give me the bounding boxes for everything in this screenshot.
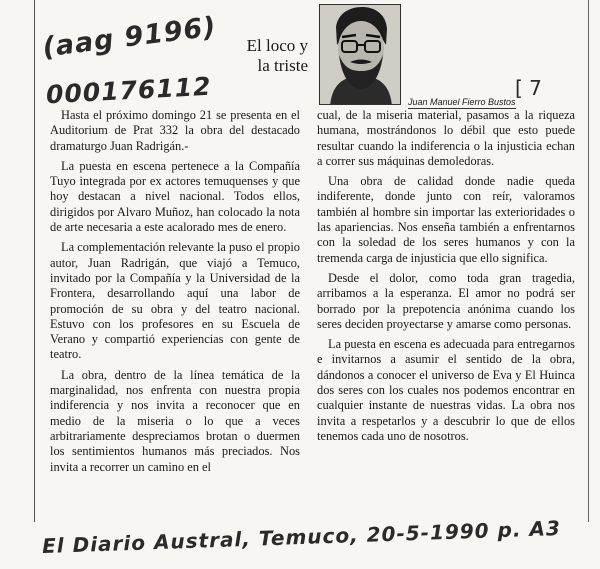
author-portrait <box>319 4 401 105</box>
paragraph: La puesta en escena es adecuada para entregarnos e invitarnos a asumir el sentido de la obra, dándonos a conocer el universo de Eva y El Huinca dos seres con los cuales nos podemos encontrar en cualquier instante de nuestras vidas. La obra nos invita a respetarlos y a descubrir lo que de ellos tenemos cada uno de nosotros. <box>317 337 575 443</box>
paragraph: Desde el dolor, como toda gran tragedia, arribamos a la esperanza. El amor no podrá ser borrado por la prepotencia anónima cuando los seres deciden proyectarse y amarse como personas. <box>317 270 575 331</box>
paragraph: La obra, dentro de la línea temática de la marginalidad, nos enfrenta con nuestra propia indiferencia y nos invita a reconocer que en medio de la miseria o lo que a veces arbitrariamente despreciamos brotan o duermen los sentimientos humanos más preciados. Nos invita a recorrer un camino en el <box>50 367 300 474</box>
paragraph: Una obra de calidad donde nadie queda indiferente, donde junto con reír, valoramos también al hombre sin importar las exterioridades o las apariencias. Nos enseña también a enfrentarnos con la soledad de los seres humanos y con la tremenda carga de injusticia que ello significa. <box>317 174 575 265</box>
author-byline: Juan Manuel Fierro Bustos <box>408 97 516 107</box>
article-column-left <box>50 108 300 480</box>
article-title-line2: la triste <box>257 56 308 75</box>
handwritten-record-number: 000176112 <box>45 71 213 110</box>
paragraph: La puesta en escena pertenece a la Compañía Tuyo integrada por ex actores temuquenses y que hoy destacan a nivel nacional. Todos ellos, dirigidos por Alvaro Muñoz, han colocado la nota de arte necesaria a este acalorado mes de enero. <box>50 158 300 235</box>
article-title-line1: El loco y <box>246 36 308 55</box>
article-title <box>218 36 308 76</box>
handwritten-source-citation: El Diario Austral, Temuco, 20-5-1990 p. A3 <box>41 515 562 559</box>
paragraph: Hasta el próximo domingo 21 se presenta en el Auditorium de Prat 332 la obra del destacado dramaturgo Juan Radrigán.- <box>50 108 300 153</box>
author-portrait-drawing <box>320 5 401 105</box>
handwritten-bracket-mark: [ 7 <box>515 76 542 100</box>
paragraph: cual, de la miseria material, pasamos a la riqueza humana, mostrándonos lo débil que esto puede resultar cuando la indiferencia o la injusticia echan a correr sus máquinas demoledoras. <box>317 108 575 168</box>
handwritten-archive-code: (aag 9196) <box>40 11 219 64</box>
paragraph: La complementación relevante la puso el propio autor, Juan Radrigán, que viajó a Temuco, invitado por la Compañía y la Universidad de la Frontera, desarrollando aquí una labor de promoción de su obra y del teatro nacional. Estuvo con los profesores en su Escuela de Verano y compartió experiencias con gente de teatro. <box>50 240 300 362</box>
article-column-right <box>317 108 575 449</box>
